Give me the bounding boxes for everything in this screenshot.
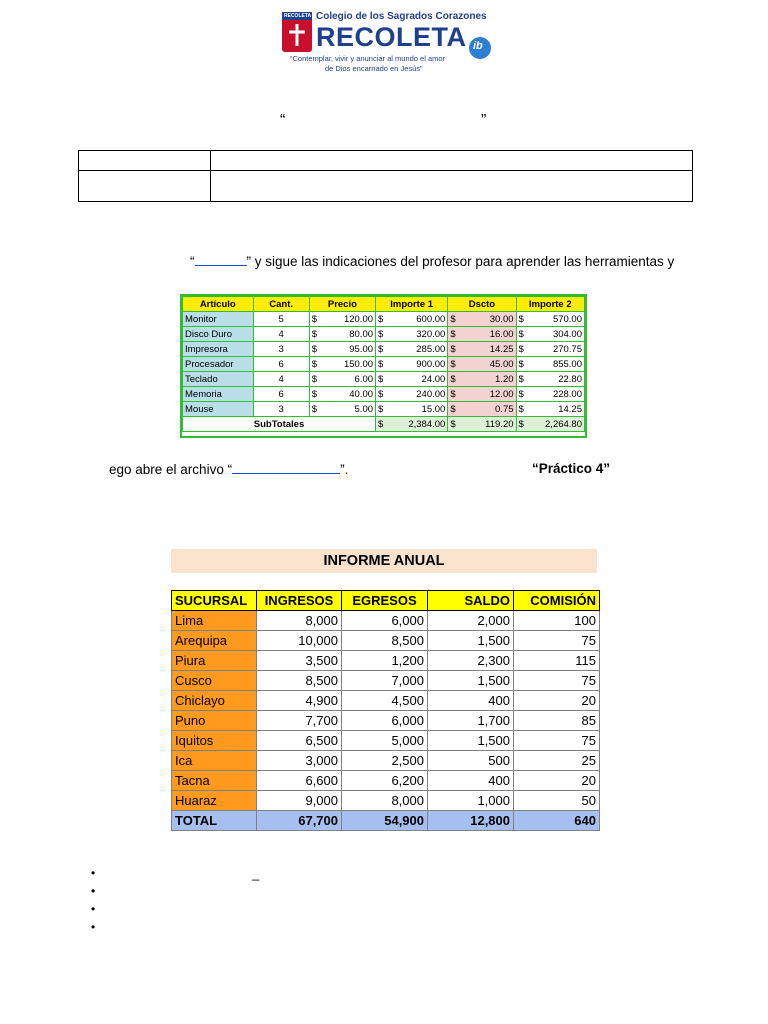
articulo-importe1: $ 240.00 xyxy=(376,387,448,402)
articulo-dscto: $ 14.25 xyxy=(448,342,516,357)
sucursal-name: Tacna xyxy=(172,771,257,791)
sucursal-row xyxy=(172,711,600,731)
sucursal-name: Lima xyxy=(172,611,257,631)
articulo-precio: $ 40.00 xyxy=(309,387,375,402)
subtotal-importe1: $ 2,384.00 xyxy=(376,417,448,432)
articulo-dscto: $ 30.00 xyxy=(448,312,516,327)
informe-title: INFORME ANUAL xyxy=(171,549,597,573)
subtotal-importe2: $ 2,264.80 xyxy=(516,417,584,432)
articulo-name: Teclado xyxy=(183,372,254,387)
para2-close: ”. xyxy=(340,462,349,477)
para2-text: ego abre el archivo “ xyxy=(109,462,233,477)
sucursal-egresos: 6,000 xyxy=(342,611,428,631)
articulo-importe1: $ 320.00 xyxy=(376,327,448,342)
articulo-cant: 3 xyxy=(253,402,309,417)
sucursal-comision: 115 xyxy=(514,651,600,671)
bullet-2: • xyxy=(91,884,96,898)
header-cant: Cant. xyxy=(253,297,309,312)
info-label-cell xyxy=(79,171,211,202)
articulo-precio: $ 80.00 xyxy=(309,327,375,342)
sucursal-row xyxy=(172,611,600,631)
sucursal-name: Iquitos xyxy=(172,731,257,751)
header-dscto: Dscto xyxy=(448,297,516,312)
articulo-cant: 6 xyxy=(253,357,309,372)
bullet-dash: _ xyxy=(252,866,260,881)
articulo-importe1: $ 900.00 xyxy=(376,357,448,372)
total-egresos: 54,900 xyxy=(342,811,428,831)
sucursal-name: Cusco xyxy=(172,671,257,691)
articulo-dscto: $ 0.75 xyxy=(448,402,516,417)
articulo-precio: $ 120.00 xyxy=(309,312,375,327)
header-comision: COMISIÓN xyxy=(514,591,600,611)
sucursal-name: Puno xyxy=(172,711,257,731)
sucursal-saldo: 1,500 xyxy=(428,731,514,751)
articulo-name: Mouse xyxy=(183,402,254,417)
sucursal-ingresos: 6,600 xyxy=(257,771,342,791)
total-label: TOTAL xyxy=(172,811,257,831)
sucursal-row xyxy=(172,671,600,691)
articulo-precio: $ 150.00 xyxy=(309,357,375,372)
sucursal-comision: 75 xyxy=(514,631,600,651)
articulo-importe2: $ 304.00 xyxy=(516,327,584,342)
info-value-cell[interactable] xyxy=(211,171,693,202)
articulo-row xyxy=(183,402,585,417)
sucursal-egresos: 7,000 xyxy=(342,671,428,691)
sucursal-row xyxy=(172,751,600,771)
sucursal-row xyxy=(172,771,600,791)
sucursal-ingresos: 9,000 xyxy=(257,791,342,811)
sucursal-ingresos: 6,500 xyxy=(257,731,342,751)
sucursal-egresos: 1,200 xyxy=(342,651,428,671)
sucursal-name: Chiclayo xyxy=(172,691,257,711)
articulo-row xyxy=(183,312,585,327)
sucursal-saldo: 1,500 xyxy=(428,631,514,651)
subtotal-dscto: $ 119.20 xyxy=(448,417,516,432)
instruction-paragraph-2 xyxy=(109,461,348,477)
title-close-quote: ” xyxy=(481,112,487,129)
sucursal-saldo: 2,300 xyxy=(428,651,514,671)
sucursal-row xyxy=(172,731,600,751)
sucursal-name: Piura xyxy=(172,651,257,671)
school-tagline-2: de Dios encarnado en Jesús” xyxy=(325,64,423,73)
articulo-precio: $ 6.00 xyxy=(309,372,375,387)
articulo-importe2: $ 855.00 xyxy=(516,357,584,372)
sucursal-saldo: 1,000 xyxy=(428,791,514,811)
sucursal-ingresos: 3,500 xyxy=(257,651,342,671)
articulos-table xyxy=(182,296,585,432)
sucursal-saldo: 2,000 xyxy=(428,611,514,631)
articulo-row xyxy=(183,372,585,387)
school-name: RECOLETA xyxy=(316,22,467,52)
articulo-cant: 4 xyxy=(253,327,309,342)
sucursal-egresos: 8,500 xyxy=(342,631,428,651)
bullet-4: • xyxy=(91,920,96,934)
articulo-importe2: $ 22.80 xyxy=(516,372,584,387)
sucursal-comision: 75 xyxy=(514,671,600,691)
articulo-dscto: $ 16.00 xyxy=(448,327,516,342)
articulo-cant: 4 xyxy=(253,372,309,387)
sucursal-saldo: 400 xyxy=(428,691,514,711)
info-label-cell xyxy=(79,151,211,171)
sucursal-name: Ica xyxy=(172,751,257,771)
sucursal-ingresos: 8,000 xyxy=(257,611,342,631)
header-articulo: Artículo xyxy=(183,297,254,312)
articulo-dscto: $ 45.00 xyxy=(448,357,516,372)
para1-open-quote: “ xyxy=(190,254,195,269)
sucursal-ingresos: 4,900 xyxy=(257,691,342,711)
articulos-table-frame xyxy=(180,294,587,438)
articulo-precio: $ 5.00 xyxy=(309,402,375,417)
sucursal-comision: 50 xyxy=(514,791,600,811)
sucursal-comision: 75 xyxy=(514,731,600,751)
info-value-cell[interactable] xyxy=(211,151,693,171)
articulo-importe2: $ 270.75 xyxy=(516,342,584,357)
header-precio: Precio xyxy=(309,297,375,312)
sucursal-ingresos: 8,500 xyxy=(257,671,342,691)
header-ingresos: INGRESOS xyxy=(257,591,342,611)
ib-label: ib xyxy=(473,40,483,52)
para1-text: ” y sigue las indicaciones del profesor para aprender las herramientas y xyxy=(246,254,675,269)
total-row xyxy=(172,811,600,831)
total-ingresos: 67,700 xyxy=(257,811,342,831)
articulo-row xyxy=(183,357,585,372)
header-sucursal: SUCURSAL xyxy=(172,591,257,611)
sucursal-egresos: 6,200 xyxy=(342,771,428,791)
total-saldo: 12,800 xyxy=(428,811,514,831)
articulo-row xyxy=(183,387,585,402)
subtotal-label: SubTotales xyxy=(183,417,376,432)
sucursal-saldo: 500 xyxy=(428,751,514,771)
sucursal-egresos: 2,500 xyxy=(342,751,428,771)
total-comision: 640 xyxy=(514,811,600,831)
articulo-row xyxy=(183,342,585,357)
sucursal-ingresos: 10,000 xyxy=(257,631,342,651)
instruction-paragraph-1 xyxy=(190,253,674,269)
articulo-importe1: $ 600.00 xyxy=(376,312,448,327)
student-info-table xyxy=(78,150,693,202)
sucursal-saldo: 400 xyxy=(428,771,514,791)
sucursal-comision: 20 xyxy=(514,771,600,791)
sucursal-name: Arequipa xyxy=(172,631,257,651)
articulo-row xyxy=(183,327,585,342)
sucursal-name: Huaraz xyxy=(172,791,257,811)
sucursal-egresos: 5,000 xyxy=(342,731,428,751)
fill-blank-link[interactable] xyxy=(195,253,247,266)
sucursal-comision: 20 xyxy=(514,691,600,711)
articulo-dscto: $ 12.00 xyxy=(448,387,516,402)
articulo-name: Impresora xyxy=(183,342,254,357)
bullet-1: • xyxy=(91,866,96,880)
sucursal-comision: 25 xyxy=(514,751,600,771)
header-importe1: Importe 1 xyxy=(376,297,448,312)
file-name-blank[interactable] xyxy=(232,461,340,474)
subtotal-row xyxy=(183,417,585,432)
practico-label: “Práctico 4” xyxy=(532,461,611,476)
sucursal-ingresos: 3,000 xyxy=(257,751,342,771)
articulo-name: Procesador xyxy=(183,357,254,372)
articulo-importe1: $ 285.00 xyxy=(376,342,448,357)
school-line: Colegio de los Sagrados Corazones xyxy=(316,11,487,22)
articulo-importe1: $ 15.00 xyxy=(376,402,448,417)
sucursal-row xyxy=(172,631,600,651)
header-saldo: SALDO xyxy=(428,591,514,611)
header-egresos: EGRESOS xyxy=(342,591,428,611)
articulo-cant: 5 xyxy=(253,312,309,327)
sucursal-egresos: 8,000 xyxy=(342,791,428,811)
sucursal-saldo: 1,500 xyxy=(428,671,514,691)
articulo-importe2: $ 14.25 xyxy=(516,402,584,417)
articulo-name: Disco Duro xyxy=(183,327,254,342)
informe-table xyxy=(171,590,600,831)
articulo-importe2: $ 228.00 xyxy=(516,387,584,402)
sucursal-comision: 100 xyxy=(514,611,600,631)
sucursal-saldo: 1,700 xyxy=(428,711,514,731)
bullet-3: • xyxy=(91,902,96,916)
articulo-importe2: $ 570.00 xyxy=(516,312,584,327)
title-open-quote: “ xyxy=(280,112,286,129)
articulo-cant: 6 xyxy=(253,387,309,402)
sucursal-row xyxy=(172,691,600,711)
sucursal-row xyxy=(172,651,600,671)
sucursal-row xyxy=(172,791,600,811)
sucursal-egresos: 4,500 xyxy=(342,691,428,711)
articulo-name: Monitor xyxy=(183,312,254,327)
articulo-name: Memoria xyxy=(183,387,254,402)
articulo-precio: $ 95.00 xyxy=(309,342,375,357)
articulo-importe1: $ 24.00 xyxy=(376,372,448,387)
sucursal-comision: 85 xyxy=(514,711,600,731)
sucursal-ingresos: 7,700 xyxy=(257,711,342,731)
header-importe2: Importe 2 xyxy=(516,297,584,312)
school-tagline-1: “Contemplar, vivir y anunciar al mundo el amor xyxy=(290,54,446,63)
articulo-cant: 3 xyxy=(253,342,309,357)
sucursal-egresos: 6,000 xyxy=(342,711,428,731)
shield-label: RECOLETA xyxy=(284,13,312,19)
articulo-dscto: $ 1.20 xyxy=(448,372,516,387)
